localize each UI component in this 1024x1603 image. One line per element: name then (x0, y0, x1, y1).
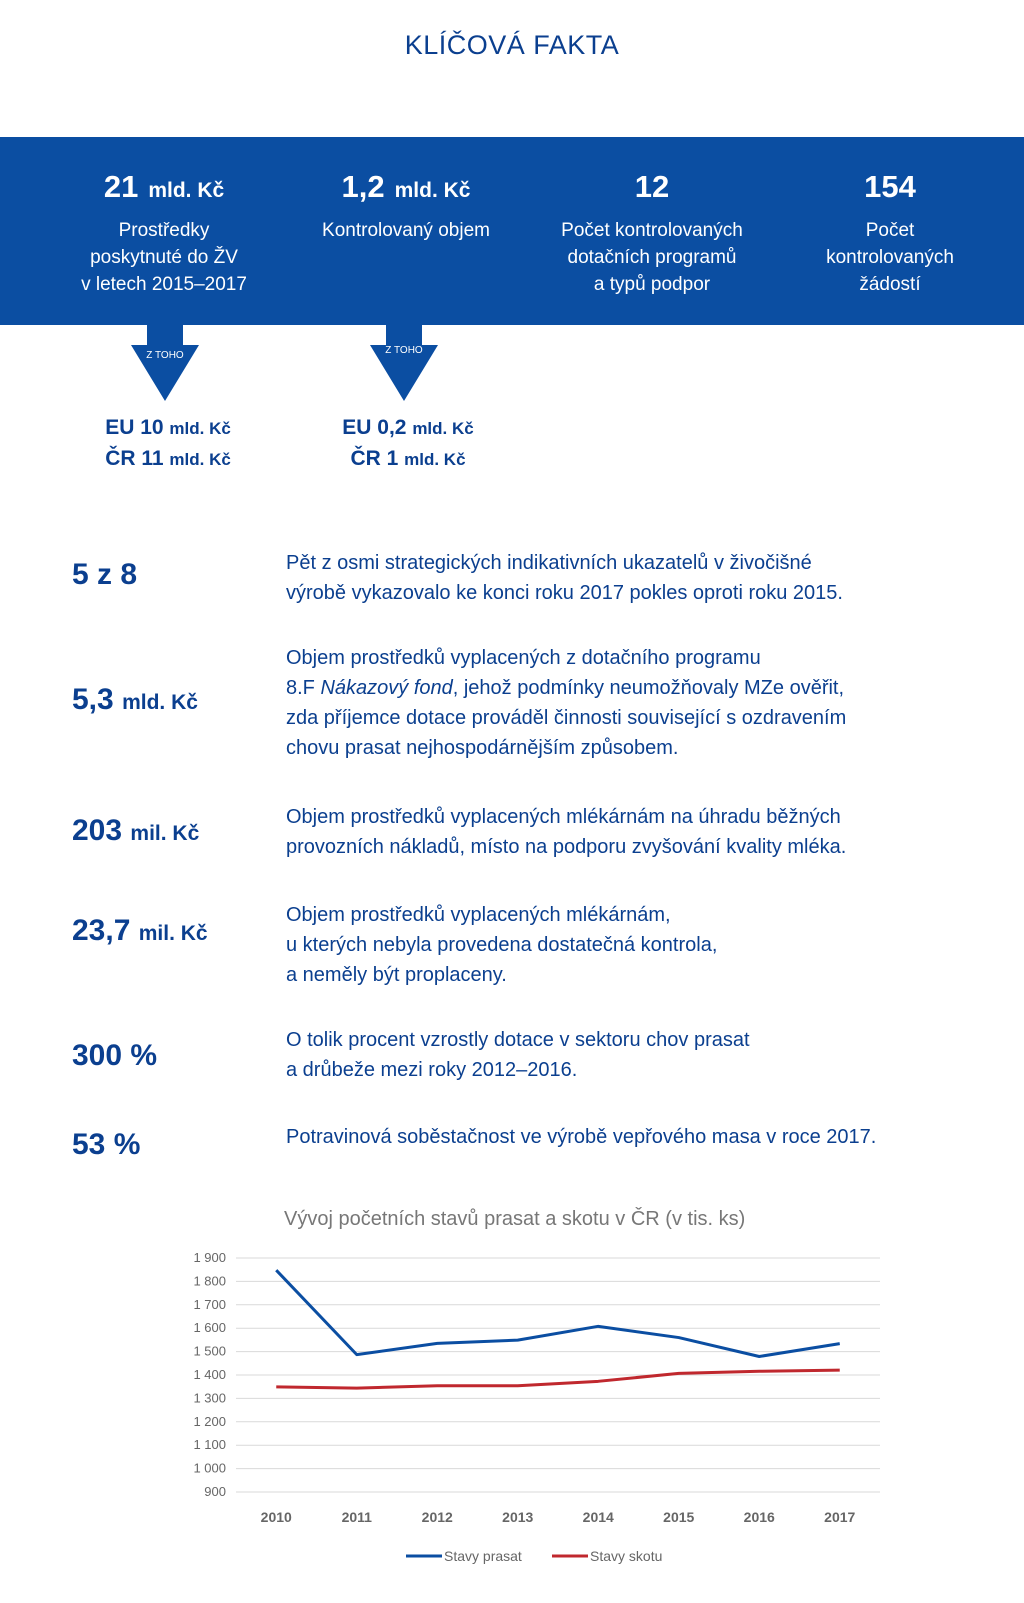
kpi-value: 154 (864, 169, 916, 204)
fact-value: 203 (72, 814, 123, 847)
x-tick-label: 2017 (824, 1509, 856, 1525)
x-tick-label: 2010 (260, 1509, 292, 1525)
y-tick-label: 1 300 (193, 1390, 226, 1406)
fact-value: 5,3 (72, 683, 114, 716)
kpi-value: 1,2 (341, 169, 385, 204)
x-tick-label: 2016 (743, 1509, 775, 1525)
arrow-label: Z TOHO (385, 345, 423, 356)
kpi-label: Kontrolovaný objem (322, 220, 490, 241)
series-line (276, 1370, 840, 1388)
kpi-band (0, 137, 1024, 325)
breakdown-cr: ČR 11 (105, 447, 164, 470)
kpi-programs (542, 167, 762, 298)
chart-title: Vývoj početních stavů prasat a skotu v ČR (v tis. ks) (284, 1208, 746, 1230)
y-tick-label: 1 500 (193, 1343, 226, 1359)
kpi-value: 12 (634, 169, 670, 204)
breakdown-cr: ČR 1 (350, 447, 399, 470)
y-tick-label: 1 900 (193, 1250, 226, 1265)
breakdown-volume (304, 413, 512, 475)
line-chart (160, 1240, 900, 1570)
arrow-down-icon (370, 325, 438, 401)
breakdown-unit: mld. Kč (404, 450, 466, 469)
y-tick-label: 1 200 (193, 1413, 226, 1429)
program-name: Nákazový fond (320, 677, 453, 699)
series-line (276, 1270, 840, 1356)
breakdown-eu: EU 0,2 (342, 416, 407, 439)
fact-unit: mil. Kč (138, 922, 208, 945)
x-tick-label: 2015 (663, 1509, 695, 1525)
kpi-unit: mld. Kč (394, 179, 471, 202)
y-tick-label: 1 800 (193, 1273, 226, 1289)
fact-text: Pět z osmi strategických indikativních ukazatelů v živočišné výrobě vykazovalo ke konci roku 2017 pokles oproti roku 2015. (286, 552, 843, 604)
arrow-label: Z TOHO (146, 350, 184, 361)
breakdown-unit: mld. Kč (169, 419, 231, 438)
breakdown-unit: mld. Kč (412, 419, 474, 438)
breakdown-eu: EU 10 (105, 416, 164, 439)
fact-unit: mld. Kč (122, 691, 198, 714)
y-tick-label: 1 100 (193, 1437, 226, 1453)
kpi-label: Počet kontrolovaných dotačních programů a typů podpor (561, 220, 743, 295)
kpi-label: Počet kontrolovaných žádostí (826, 220, 954, 295)
fact-value: 23,7 (72, 914, 131, 947)
fact-text: Potravinová soběstačnost ve výrobě vepřového masa v roce 2017. (286, 1126, 877, 1148)
kpi-value: 21 (103, 169, 139, 204)
fact-value: 5 z 8 (72, 558, 138, 591)
x-tick-label: 2013 (502, 1509, 534, 1525)
legend-label: Stavy skotu (590, 1548, 663, 1564)
arrow-down-icon (131, 325, 199, 401)
x-tick-label: 2012 (421, 1509, 453, 1525)
legend-label: Stavy prasat (444, 1548, 522, 1564)
kpi-funds (64, 167, 264, 298)
y-tick-label: 900 (204, 1484, 226, 1499)
x-tick-label: 2011 (341, 1509, 372, 1525)
fact-value: 53 % (72, 1128, 141, 1161)
page-title: KLÍČOVÁ FAKTA (404, 30, 620, 60)
fact-value: 300 % (72, 1039, 158, 1072)
breakdown-funds (64, 413, 272, 475)
y-tick-label: 1 600 (193, 1320, 226, 1336)
kpi-applications (790, 167, 990, 298)
fact-text: Objem prostředků vyplacených z dotačního programu 8.F Nákazový fond, jehož podmínky neumožňovaly MZe ověřit, zda příjemce dotace prováděl činnosti související s ozdravením chovu prasat nejhospodárnějším způsobem. (286, 647, 847, 759)
kpi-label: Prostředky poskytnuté do ŽV v letech 2015–2017 (81, 220, 247, 295)
kpi-volume (296, 167, 516, 244)
y-tick-label: 1 000 (193, 1460, 226, 1476)
fact-text: Objem prostředků vyplacených mlékárnám, u kterých nebyla provedena dostatečná kontrola, a neměly být proplaceny. (286, 904, 718, 986)
y-tick-label: 1 700 (193, 1296, 226, 1312)
fact-text: Objem prostředků vyplacených mlékárnám na úhradu běžných provozních nákladů, místo na podporu zvyšování kvality mléka. (286, 806, 847, 858)
breakdown-unit: mld. Kč (169, 450, 231, 469)
y-tick-label: 1 400 (193, 1367, 226, 1382)
fact-text: O tolik procent vzrostly dotace v sektoru chov prasat a drůbeže mezi roky 2012–2016. (286, 1029, 750, 1081)
x-tick-label: 2014 (582, 1509, 614, 1525)
kpi-unit: mld. Kč (148, 179, 225, 202)
fact-unit: mil. Kč (130, 822, 200, 845)
